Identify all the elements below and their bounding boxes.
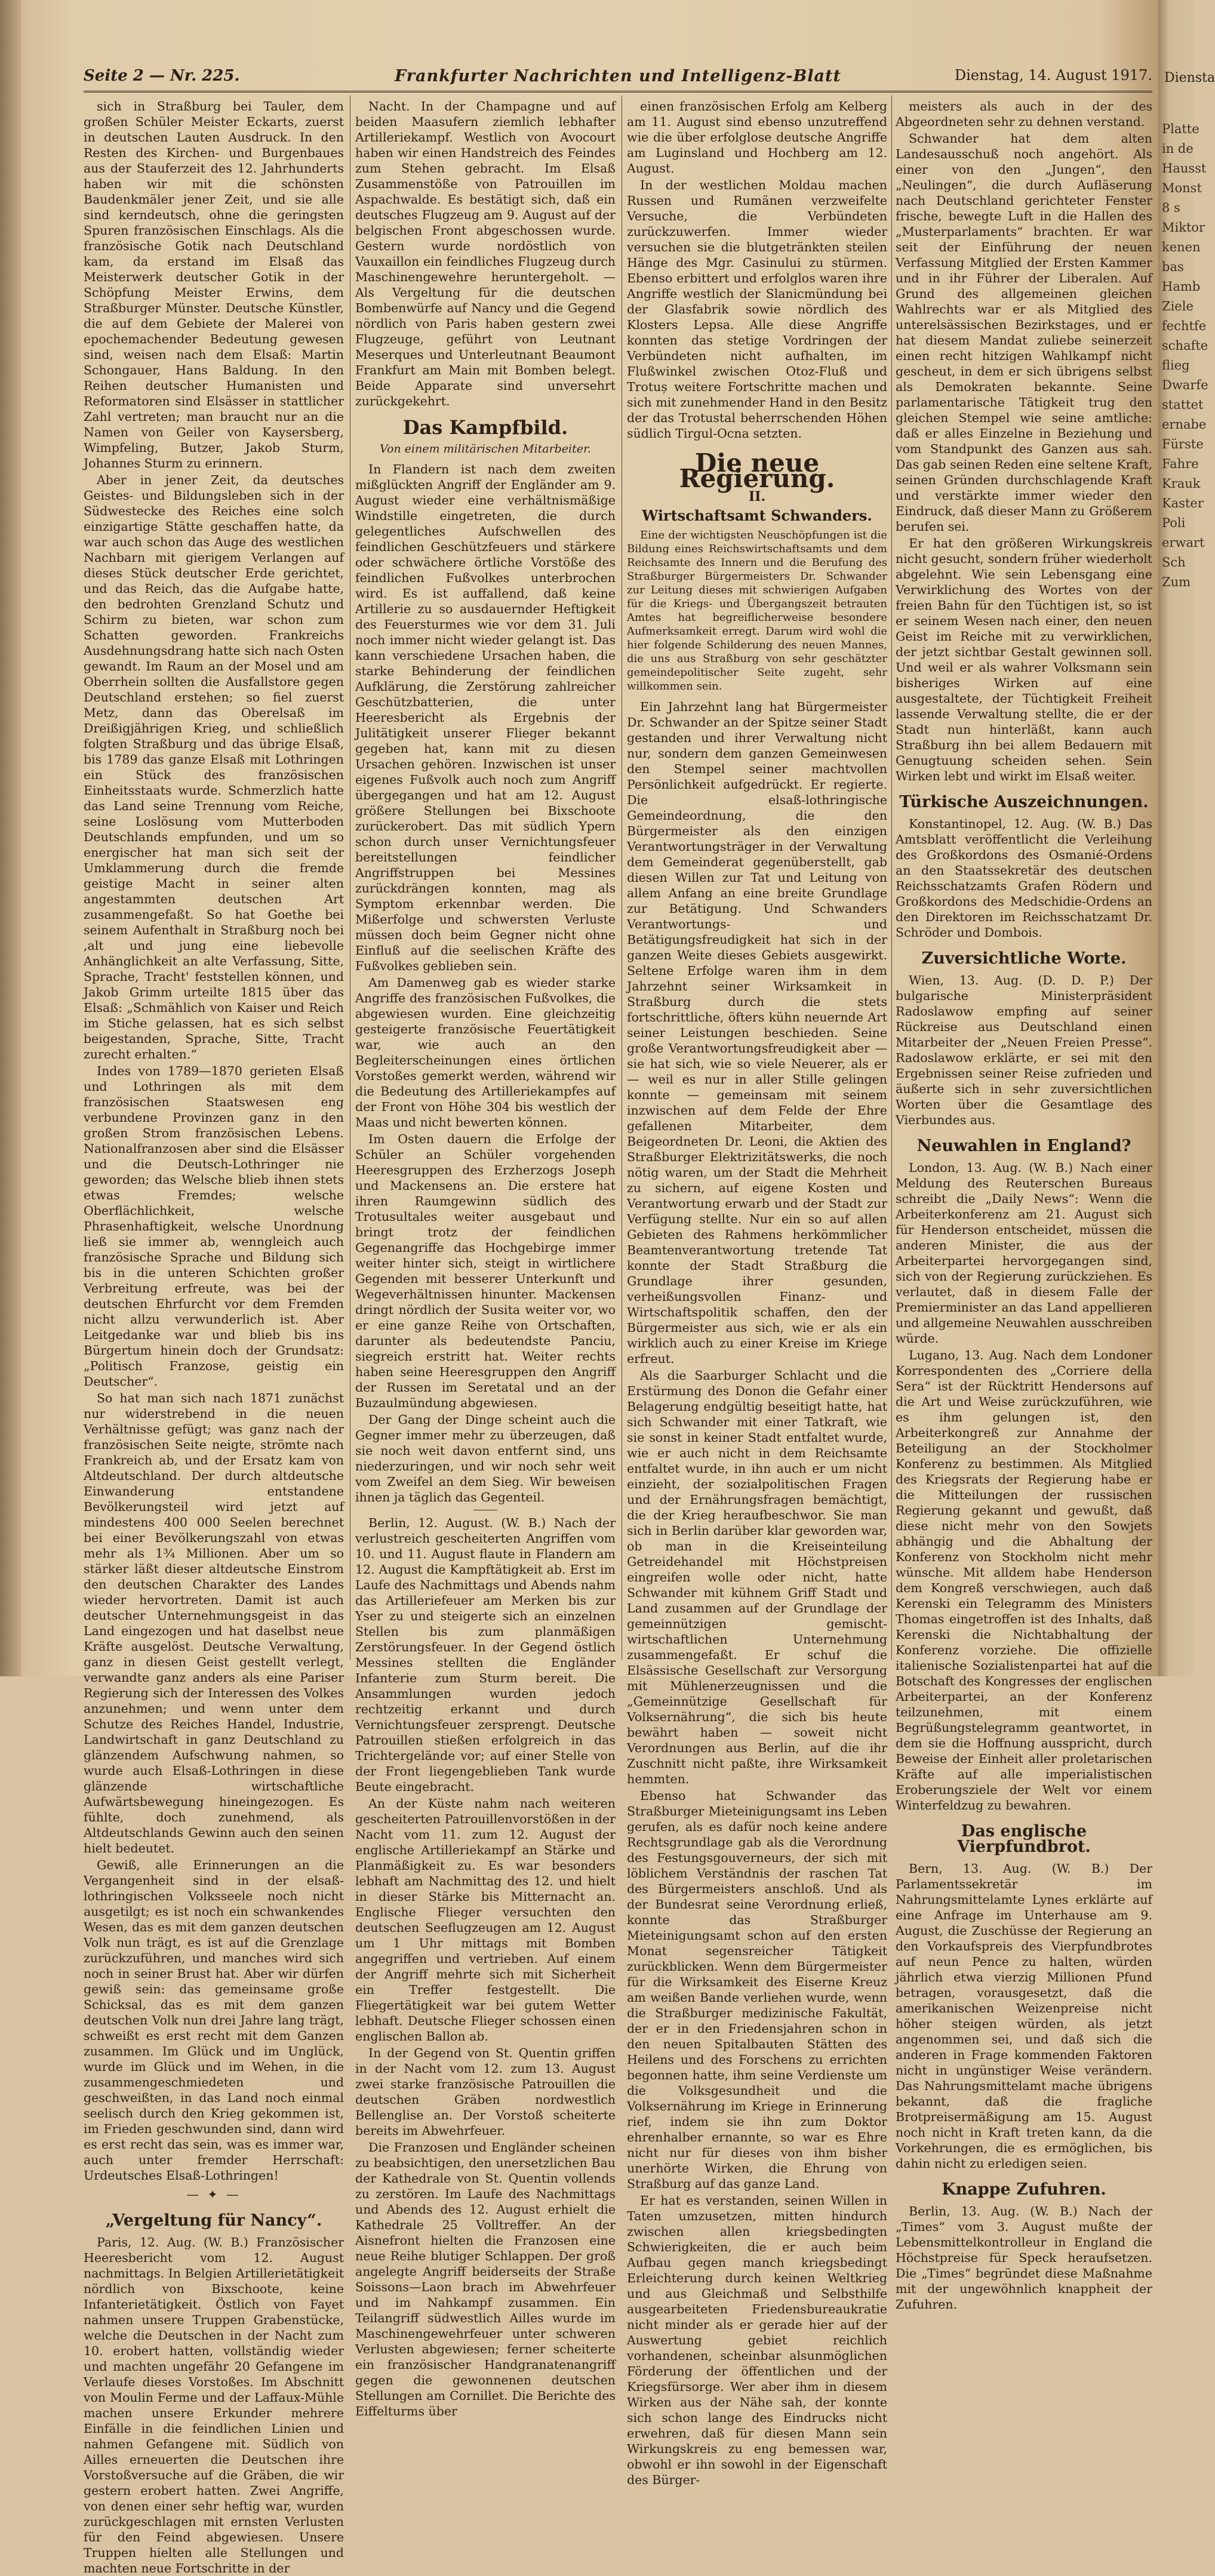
article-paragraph: Die Franzosen und Engländer scheinen zu beabsichtigen, den unersetzlichen Bau der Kathedrale von St. Quentin vollends zu zerstören. Im Laufe des Nachmittags und Abends des 12. August erhielt die Kathedrale 25 Volltreffer. An der Aisnefront hielten die Franzosen eine neue Reihe blutiger Schlappen. Der groß angelegte Angriff beiderseits der Straße Soissons—Laon brach im Abwehrfeuer und im Nahkampf zusammen. Ein Teilangriff südwestlich Ailles wurde im Maschinengewehrfeuer unter schweren Verlusten abgewiesen; ferner scheiterte ein französischer Handgranatenangriff gegen die gewonnenen deutschen Stellungen am Cornillet. Die Berichte des Eiffelturms über xyxy=(355,2140,616,2418)
article-paragraph: In der westlichen Moldau machen Russen und Rumänen verzweifelte Versuche, die Verbündeten zurückzuwerfen. Immer wieder versuchen sie die blutgetränkten steilen Hänge des Mgr. Casinului zu stürmen. Ebenso erbittert und erfolglos waren ihre Angriffe westlich der Slanicmündung bei der Glasfabrik sowie nördlich des Klosters Lepsa. Alle diese Angriffe konnten das stetige Vordringen der Verbündeten nicht aufhalten, im Flußwinkel zwischen Otoz-Fluß und Trotuș weitere Fortschritte machen und sich mit zunehmender Hand in den Besitz der das Trotustal beherrschenden Höhen südlich Tirgul-Ocna setzten. xyxy=(627,178,887,441)
article-paragraph: Der Gang der Dinge scheint auch die Gegner immer mehr zu überzeugen, daß sie noch weit davon entfernt sind, uns niederzuringen, und wir noch sehr weit vom Zweifel an dem Sieg. Wir beweisen ihnen ja täglich das Gegenteil. xyxy=(355,1412,616,1504)
article-paragraph: An der Küste nahm nach weiteren gescheiterten Patrouillenvorstößen in der Nacht vom 11. zum 12. August der englische Artilleriekampf an Stärke und Planmäßigkeit zu. Es war besonders lebhaft am Nachmittag des 12. und hielt in dieser Stärke bis Mitternacht an. Englische Flieger versuchten den deutschen Seeflugzeugen am 12. August um 1 Uhr mittags mit Bomben angegriffen und vertrieben. Auf einem der Angriff mehrte sich mit Sicherheit ein Treffer festgestellt. Die Fliegertätigkeit war bei gutem Wetter lebhaft. Deutsche Flieger schossen einen englischen Ballon ab. xyxy=(355,1796,616,2043)
article-paragraph: Er hat es verstanden, seinen Willen in Taten umzusetzen, mitten hindurch zwischen allen kriegsbedingten Schwierigkeiten, die er auch beim Aufbau gegen manch kriegsbedingt Erleichterung durch keinen Weltkrieg und aus Gleichmaß und Selbsthilfe ausgearbeiteten Friedensbureaukratie nicht minder als er gerade hier auf der Auswertung gebiet reichlich vorhandenen, scheinbar alsunmöglichen Förderung der öffentlichen und der Kriegsfürsorge. Wer aber ihm in diesem Wirken aus der Nähe sah, der konnte sich schon lange des Eindrucks nicht erwehren, daß für diesen Mann sein Wirkungskreis zu eng bemessen war, obwohl er ihn sowohl in der Eigenschaft des Bürger- xyxy=(627,2193,887,2487)
article-paragraph: Wien, 13. Aug. (D. D. P.) Der bulgarische Ministerpräsident Radoslawow empfing auf seiner Rückreise aus Deutschland einen Mitarbeiter der „Neuen Freien Presse“. Radoslawow erklärte, er sei mit den Ergebnissen seiner Reise zufrieden und äußerte sich in sehr zuversichtlichen Worten über die Gesamtlage des Vierbundes aus. xyxy=(896,973,1152,1127)
headline-vierpfundbrot: Das englische Vierpfundbrot. xyxy=(957,1822,1091,1856)
article-paragraph: Er hat den größeren Wirkungskreis nicht gesucht, sondern früher wiederholt abgelehnt. Wie sein Lebensgang eine Verwirklichung des Wortes von der freien Bahn für den Tüchtigen ist, so ist er seinem Wesen nach einer, den neuen Geist im Reiche mit zu verwirklichen, der jetzt sichtbar Gestalt gewinnen soll. Und weil er als wahrer Volksmann sein bisheriges Wirken auf eine ausgestaltete, der Tüchtigkeit Freiheit lassende Verwaltung stellte, die er der Stadt nun hinterläßt, kann auch Straßburg ihn bei allem Bedauern mit Genugtuung scheiden sehen. Sein Wirken lebt und wirkt im Elsaß weiter. xyxy=(896,536,1152,783)
adjacent-page-date: Diensta xyxy=(1164,70,1215,85)
headline-neue-regierung: Die neue Regierung. xyxy=(679,448,835,493)
column-1 xyxy=(84,99,344,2575)
article-paragraph: So hat man sich nach 1871 zunächst nur widerstrebend in die neuen Verhältnisse gefügt; was ganz nach der französischen Seite neigte, strömte nach Frankreich ab, und der Ersatz kam von Altdeutschland. Der durch altdeutsche Einwanderung entstandene Bevölkerungsteil wird jetzt auf mindestens 400 000 Seelen berechnet bei einer Bevölkerungszahl von etwas mehr als 1¾ Millionen. Aber um so stärker läßt dieser altdeutsche Einstrom den deutschen Charakter des Landes wieder hervortreten. Damit ist auch deutscher Unternehmungsgeist in das Land eingezogen und hat daselbst neue Kräfte ausgelöst. Deutsche Verwaltung, ganz in diesen Geist gestellt verlegt, verwandte ganz anders als eine Pariser Regierung sich der Interessen des Volkes anzunehmen; und wenn unter dem Schutze des Reiches Handel, Industrie, Landwirtschaft in ganz Deutschland zu glänzendem Aufschwung nahmen, so wurde auch Elsaß-Lothringen in diese glänzende wirtschaftliche Aufwärtsbewegung hineingezogen. Es fühlte, doch zunehmend, als Altdeutschlands Gewinn auch den seinen hielt bedeutet. xyxy=(84,1391,344,1855)
headline-knappe-zufuhren: Knappe Zufuhren. xyxy=(942,2180,1106,2199)
article-paragraph: London, 13. Aug. (W. B.) Nach einer Meldung des Reuterschen Bureaus schreibt die „Daily News“: Wenn die Arbeiterkonferenz am 21. August sich für Henderson entscheidet, müssen die anderen Minister, die aus der Arbeiterpartei hervorgegangen sind, sich von der Regierung zurückziehen. Es verlautet, daß in diesem Falle der Premierminister an das Land appellieren und allgemeine Neuwahlen ausschreiben würde. xyxy=(896,1161,1152,1346)
header-rule xyxy=(84,91,1152,93)
headline-vergeltung: „Vergeltung für Nancy“. xyxy=(105,2211,322,2230)
adjacent-page-text: Platte in de Hausst Monst 8 s Miktor kenen bas Hamb Ziele fechtfe schafte flieg Dwarfe stattet ernabe Fürste Fahre Krauk Kaster Poli erwart Sch Zum xyxy=(1162,122,1208,589)
article-paragraph: Paris, 12. Aug. (W. B.) Französischer Heeresbericht vom 12. August nachmittags. In Belgien Artillerietätigkeit nördlich von Bixschoote, keine Infanterietätigkeit. Östlich von Fayet nahmen unsere Truppen Grabenstücke, welche die Deutschen in der Nacht zum 10. erobert hatten, vollständig wieder und machten ungefähr 20 Gefangene im Verlaufe dieses Vorstoßes. Im Abschnitt von Moulin Ferme und der Laffaux-Mühle machen unsere Erkunder mehrere Einfälle in die feindlichen Linien und nahmen Gefangene mit. Südlich von Ailles erneuerten die Deutschen ihre Vorstoßversuche auf die Gräben, die wir gestern erobert hatten. Zwei Angriffe, von denen einer sehr heftig war, wurden zurückgeschlagen mit ernsten Verlusten für den Feind abgewiesen. Unsere Truppen hielten alle Stellungen und machten neue Fortschritte in der xyxy=(84,2235,344,2575)
page-number: Seite 2 — Nr. 225. xyxy=(84,67,240,85)
article-paragraph: Ebenso hat Schwander das Straßburger Mieteinigungsamt ins Leben gerufen, als es dafür noch keine andere Rechtsgrundlage gab als die Verordnung des Festungsgouverneurs, der sich mit löblichem Verständnis der raschen Tat des Bürgermeisters anschloß. Und als der Bundesrat seine Verordnung erließ, konnte das Straßburger Mieteinigungsamt schon auf den ersten Monat segensreicher Tätigkeit zurückblicken. Wenn dem Bürgermeister für die Wirksamkeit des Eiserne Kreuz am weißen Bande verliehen wurde, wenn die Straßburger medizinische Fakultät, der er in den Friedensjahren schon in den neuen Spitalbauten Stätten des Heilens und des Forschens zu errichten begonnen hatte, ihm seine Verdienste um die Volksgesundheit und die Volksernährung im Kriege in Erinnerung rief, indem sie ihn zum Doktor ehrenhalber ernannte, so war es Ehre nicht nur für dieses von ihm bisher unerhörte Wirken, die Ehrung von Straßburg auf das ganze Land. xyxy=(627,1789,887,2191)
article-lead: Eine der wichtigsten Neuschöpfungen ist die Bildung eines Reichswirtschaftsamts und dem Reichsamte des Innern und die Berufung des Straßburger Bürgermeisters Dr. Schwander zur Leitung dieses mit schwierigen Aufgaben für die Kriegs- und Übergangszeit betrauten Amtes hat begreiflicherweise besondere Aufmerksamkeit erregt. Darum wird wohl die hier folgende Schilderung des neuen Mannes, die uns aus Straßburg von sehr geschätzter gemeindepolitischer Seite zugeht, sehr willkommen sein. xyxy=(627,529,887,693)
article-paragraph: einen französischen Erfolg am Kelberg am 11. August sind ebenso unzutreffend wie die über erfolglose deutsche Angriffe am Luginsland und Hochberg am 12. August. xyxy=(627,99,887,176)
masthead-title: Frankfurter Nachrichten und Intelligenz-Blatt xyxy=(395,67,841,85)
headline-zuversichtliche-worte: Zuversichtliche Worte. xyxy=(921,949,1127,968)
subheadline-schwanders: Wirtschaftsamt Schwanders. xyxy=(642,507,872,524)
article-paragraph: Bern, 13. Aug. (W. B.) Der Parlamentssekretär im Nahrungsmittelamte Lynes erklärte auf eine Anfrage im Unterhause am 9. August, die Zuschüsse der Regierung an den Vorkaufspreis des Vierpfundbrotes auf neun Pence zu halten, würden jährlich etwa vierzig Millionen Pfund betragen, vorausgesetzt, daß die amerikanischen Weizenpreise nicht höher steigen würden, als jetzt angenommen sei, und daß sich die anderen in Frage kommenden Faktoren nicht in ungünstiger Weise verändern. Das Nahrungsmittelamt mache übrigens bekannt, daß die fragliche Brotpreisermäßigung am 15. August noch nicht in Kraft treten kann, da die Vorkehrungen, die es ermöglichen, bis dahin nicht zu erledigen seien. xyxy=(896,1861,1152,2171)
article-paragraph: sich in Straßburg bei Tauler, dem großen Schüler Meister Eckarts, zuerst in deutschen Lauten Ausdruck. In den Resten des Kirchen- und Burgenbaues aus der Stauferzeit des 12. Jahrhunderts haben wir mit die schönsten Baudenkmäler jener Zeit, und sie alle sind kerndeutsch, ohne die geringsten Spuren französischen Einschlags. Als die französische Gotik nach Deutschland kam, da erstand im Elsaß das Meisterwerk deutscher Gotik in der Schöpfung Meister Erwins, dem Straßburger Münster. Deutsche Künstler, die auf dem Gebiete der Malerei von epochemachender Bedeutung gewesen sind, weisen nach dem Elsaß: Martin Schongauer, Hans Baldung. In den Reihen deutscher Humanisten und Reformatoren sind Elsässer in stattlicher Zahl vertreten; man braucht nur an die Namen von Geiler von Kaysersberg, Wimpfeling, Butzer, Jakob Sturm, Johannes Sturm zu erinnern. xyxy=(84,99,344,470)
article-paragraph: Als die Saarburger Schlacht und die Erstürmung des Donon die Gefahr einer Belagerung endgültig beseitigt hatte, hat sich Schwander mit einer Tatkraft, wie sie sonst in keiner Stadt entfaltet wurde, wie er auch nicht in dem Reichsamte entfaltet wurde, in ihn auch er um nicht einzieht, der sozialpolitischen Fragen und der Ernährungsfragen bemächtigt, die der Krieg heraufbeschwor. Sie man sich in Berlin darüber klar geworden war, ob man in die Kreiseinteilung Getreidehandel mit Höchstpreisen eingreifen wolle oder nicht, hatte Schwander mit kühnem Griff Stadt und Land zusammen auf der Grundlage der gemeinnützigen gemischt-wirtschaftlichen Unternehmung zusammengefaßt. Er schuf die Elsässische Gesellschaft zur Versorgung mit Mühlenerzeugnissen und die „Gemeinnützige Gesellschaft für Volksernährung“, die sich bis heute bewährt haben — soweit nicht Verordnungen aus Berlin, auf die ihr Zuschnitt nicht paßte, ihre Wirksamkeit hemmten. xyxy=(627,1368,887,1786)
column-divider xyxy=(891,96,892,1660)
article-paragraph: Lugano, 13. Aug. Nach dem Londoner Korrespondenten des „Corriere della Sera“ ist der Rücktritt Hendersons auf die Art und Weise zurückzuführen, wie es ihm gelungen ist, den Arbeiterkongreß zur Annahme der Beteiligung an der Stockholmer Konferenz zu bestimmen. Als Mitglied des Kriegsrats der Regierung habe er die Mitteilungen der russischen Regierung gekannt und gewußt, daß diese nicht mehr von den Sowjets abhängig und die Abhaltung der Konferenz von Stockholm nicht mehr wünsche. Mit alldem habe Henderson dem Kongreß verschwiegen, auch daß Kerenski ein Telegramm des Ministers Thomas eingetroffen ist des Inhalts, daß Kerenski die Nichtabhaltung der Konferenz vorziehe. Die offizielle italienische Sozialistenpartei hat auf die Botschaft des Kongresses der englischen Arbeiterpartei, an der Konferenz teilzunehmen, mit einem Begrüßungstelegramm geantwortet, in dem sie die Hoffnung ausspricht, durch Beweise der Einheit aller proletarischen Kräfte auf alle imperialistischen Eroberungsziele der Welt vor einem Winterfeldzug zu bewahren. xyxy=(896,1348,1152,1812)
column-4 xyxy=(896,99,1152,2312)
headline-tuerkische-auszeichnungen: Türkische Auszeichnungen. xyxy=(899,793,1149,811)
article-paragraph: meisters als auch in der des Abgeordneten sehr zu dehnen verstand. xyxy=(896,99,1152,129)
article-paragraph: Indes von 1789—1870 gerieten Elsaß und Lothringen als mit dem französischen Staatswesen eng verbundene Provinzen ganz in den großen Strom französischen Lebens. Nationalfranzosen aber sind die Elsässer und die Deutsch-Lothringer nie geworden; das Welsche blieb ihnen stets etwas Fremdes; welsche Oberflächlichkeit, welsche Phrasenhaftigkeit, welsche Unordnung ließ sie immer ab, wenngleich auch französische Sprache und Bildung sich bis in die unteren Schichten großer Verbreitung erfreute, was bei der deutschen Ehrfurcht vor dem Fremden nicht allzu verwunderlich ist. Aber Leitgedanke war und blieb bis ins Bürgertum hinein doch der Grundsatz: „Politisch Franzose, geistig ein Deutscher“. xyxy=(84,1064,344,1389)
article-paragraph: Gewiß, alle Erinnerungen an die Vergangenheit sind in der elsaß-lothringischen Volksseele noch nicht ausgetilgt; es ist noch ein schwankendes Wesen, das es mit dem ganzen deutschen Volk nun trägt, es ist auf die Grenzlage zurückzuführen, und manches wird sich noch in seiner Brust hat. Aber wir dürfen gewiß sein: das gemeinsame große Schicksal, das es mit dem ganzen deutschen Volk nun drei Jahre lang trägt, schweißt es erst recht mit dem Ganzen zusammen. Im Glück und im Unglück, wurde im Glück und im Wehen, in die zusammengeschmiedeten und geschweißten, in das Land noch einmal seelisch durch den Krieg gekommen ist, im Frieden geschwunden sind, dann wird es erst recht das sein, was es immer war, auch unter fremder Herrschaft: Urdeutsches Elsaß-Lothringen! xyxy=(84,1858,344,2183)
section-number: II. xyxy=(748,489,766,504)
column-2 xyxy=(355,99,616,2418)
article-paragraph: Konstantinopel, 12. Aug. (W. B.) Das Amtsblatt veröffentlicht die Verleihung des Großkordons des Osmanié-Ordens an den Staatssekretär des deutschen Reichsschatzamts Grafen Rödern und Großkordons des Medschidie-Ordens an den Direktoren im Reichsschatzamt Dr. Schröder und Dombois. xyxy=(896,817,1152,940)
article-paragraph: Ein Jahrzehnt lang hat Bürgermeister Dr. Schwander an der Spitze seiner Stadt gestanden und ihrer Verwaltung nicht nur, sondern dem ganzen Gemeinwesen den Stempel seiner machtvollen Persönlichkeit aufgedrückt. Er regierte. Die elsaß-lothringische Gemeindeordnung, die den Bürgermeister als den einzigen Verantwortungsträger in der Verwaltung dem Gemeinderat gegenüberstellt, gab diesen Willen zur Tat und Leitung von allem Anfang an eine breite Grundlage zur Betätigung. Und Schwanders Verantwortungs- und Betätigungsfreudigkeit hat sich in der ganzen Weite dieses Gebiets ausgewirkt. Seltene Erfolge waren ihm in dem Jahrzehnt seiner Wirksamkeit in Straßburg durch die stets fortschrittliche, öfters kühn neuernde Art seiner Leistungen beschieden. Seine große Verantwortungsfreudigkeit aber — sie hat sich, wie so viele Neuerer, als er — weil es nur in aller Stille gelingen konnte — gemeinsam mit seinem inzwischen auf dem Felde der Ehre gefallenen Mitarbeiter, dem Beigeordneten Dr. Leoni, die Aktien des Straßburger Elektrizitätswerks, die noch nötig waren, um der Stadt die Mehrheit zu sichern, auf eigene Kosten und Verantwortung erwarb und der Stadt zur Verfügung stellte. Nur ein so auf allen Gebieten des Rahmens herkömmlicher Beamtenverantwortung tretende Tat konnte der Stadt Straßburg die Grundlage ihrer gesunden, verheißungsvollen Finanz- und Wirtschaftspolitik schaffen, den der Bürgermeister aus sich, wie er als ein wirklich auch zu einer Kreise im Kriege erfreut. xyxy=(627,700,887,1366)
issue-date: Dienstag, 14. August 1917. xyxy=(954,67,1152,84)
article-paragraph: Schwander hat dem alten Landesausschuß noch angehört. Als einer von den „Jungen“, den „Neulingen“, die durch Aufläserung nach Deutschland gerichteter Fenster frische, bewegte Luft in die Hallen des „Musterparlaments“ brachten. Er war seit der Einführung der neuen Verfassung Mitglied der Ersten Kammer und in ihr Führer der Liberalen. Auf Grund des allgemeinen gleichen Wahlrechts war er als Mitglied des unterelsässischen Bezirkstages, und er hat diesem Mandat zuliebe seinerzeit einen recht hitzigen Wahlkampf nicht gescheut, in dem er sich übrigens selbst als Demokraten bekannte. Seine parlamentarische Tätigkeit trug den gleichen Stempel wie seine amtliche: daß er alles Einzelne in Beziehung und vom Standpunkt des Ganzen aus sah. Das gab seinen Reden eine seltene Kraft, seinen Gründen durchschlagende Kraft und verstärkte immer wieder den Eindruck, daß dieser Mann zu Größerem berufen sei. xyxy=(896,131,1152,534)
headline-kampfbild: Das Kampfbild. xyxy=(402,416,568,439)
article-paragraph: In der Gegend von St. Quentin griffen in der Nacht vom 12. zum 13. August zwei starke französische Patrouillen die deutschen Gräben nordwestlich Bellenglise an. Der Vorstoß scheiterte bereits im Abwehrfeuer. xyxy=(355,2046,616,2138)
page-header xyxy=(84,67,1152,92)
article-paragraph: Nacht. In der Champagne und auf beiden Maasufern ziemlich lebhafter Artilleriekampf. Westlich von Avocourt haben wir einen Handstreich des Feindes zum Stehen gebracht. Im Elsaß Zusammenstöße von Patrouillen im Aspachwalde. Es bestätigt sich, daß ein deutsches Flugzeug am 9. August auf der belgischen Front abgeschossen wurde. Gestern wurde nordöstlich von Vauxaillon ein feindliches Flugzeug durch Maschinengewehre heruntergeholt. — Als Vergeltung für die deutschen Bombenwürfe auf Nancy und die Gegend nördlich von Paris haben gestern zwei Flugzeuge, geführt von Leutnant Meserques und Unterleutnant Beaumont Frankfurt am Main mit Bomben belegt. Beide Apparate sind unversehrt zurückgekehrt. xyxy=(355,99,616,408)
book-binding-shadow xyxy=(0,0,21,1676)
headline-neuwahlen-england: Neuwahlen in England? xyxy=(916,1137,1131,1155)
article-paragraph: Berlin, 13. Aug. (W. B.) Nach der „Times“ vom 3. August mußte der Lebensmittelkontrolleur in England die Höchstpreise für Speck heraufsetzen. Die „Times“ begründet diese Maßnahme mit der ungewöhnlich knappheit der Zufuhren. xyxy=(896,2204,1152,2312)
column-3 xyxy=(627,99,887,2487)
article-paragraph: In Flandern ist nach dem zweiten mißglückten Angriff der Engländer am 9. August wieder eine verhältnismäßige Windstille eingetreten, die durch gelegentliches Aufschwellen des feindlichen Geschützfeuers und stärkere oder schwächere örtliche Vorstöße des feindlichen Fußvolkes unterbrochen wird. Es ist auffallend, daß keine Artillerie zu so ausdauernder Heftigkeit des Feuersturmes wie vor dem 31. Juli noch immer nicht wieder gelangt ist. Das kann verschiedene Ursachen haben, die starke Behinderung der feindlichen Aufklärung, die Zerstörung zahlreicher Geschützbatterien, die unter Heeresbericht als Ergebnis der Julitätigkeit unserer Flieger bekannt gegeben hat, kann mit zu diesen Ursachen gehören. Inzwischen ist unser eigenes Fußvolk auch noch zum Angriff übergegangen und hat am 12. August größere Stellungen bei Bixschoote zurückerobert. Das mit südlich Ypern schon durch unser Vernichtungsfeuer bereitstellungen feindlicher Angriffstruppen bei Messines zurückdrängen konnten, mag als Symptom erkennbar werden. Die Mißerfolge und schwersten Verluste müssen doch beim Gegner nicht ohne Einfluß auf die seelischen Kräfte des Fußvolkes geblieben sein. xyxy=(355,462,616,973)
article-paragraph: Aber in jener Zeit, da deutsches Geistes- und Bildungsleben sich in der Südwestecke des Reiches eine solch einzigartige Stätte geschaffen hatte, da war auch schon das Auge des westlichen Nachbarn mit gierigem Verlangen auf dieses Stück deutscher Erde gerichtet, und das Reich, das die Aufgabe hatte, den bedrohten Grenzland Schutz und Schirm zu bieten, war schon zum Schatten geworden. Frankreichs Ausdehnungsdrang hatte sich nach Osten gewandt. Im Raum an der Mosel und am Oberrhein sollten die Ausfallstore gegen Deutschland erstehen; so fiel zuerst Metz, dann das Oberelsaß im Dreißigjährigen Krieg, und schließlich folgten Straßburg und das übrige Elsaß, bis 1789 das ganze Elsaß mit Lothringen ein Stück des französischen Einheitsstaats wurde. Schmerzlich hatte das Land seine Trennung vom Reiche, seine Loslösung vom Mutterboden Deutschlands empfunden, und um so energischer hat man sich seit der Umklammerung durch die fremde geistige Macht in seiner alten angestammten deutschen Art zusammengefaßt. So hat Goethe bei seinem Aufenthalt in Straßburg noch bei ,alt und jung eine liebevolle Anhänglichkeit an alte Verfassung, Sitte, Sprache, Tracht' feststellen können, und Jakob Grimm urteilte 1815 über das Elsaß: „Schmählich von Kaiser und Reich im Stiche gelassen, hat es sich selbst beigestanden, Sprache, Sitte, Tracht zurecht erhalten.“ xyxy=(84,473,344,1061)
adjacent-page-edge xyxy=(1158,0,1215,1676)
byline: Von einem militärischen Mitarbeiter. xyxy=(379,442,592,456)
ornament-divider: — ✦ — xyxy=(186,2187,241,2202)
article-paragraph: Berlin, 12. August. (W. B.) Nach der verlustreich gescheiterten Angriffen vom 10. und 11. August flaute in Flandern am 12. August die Kampftätigkeit ab. Erst im Laufe des Nachmittags und Abends nahm das Artilleriefeuer am Merken bis zur Yser zu und steigerte sich an einzelnen Stellen bis zum planmäßigen Zerstörungsfeuer. In der Gegend östlich Messines stellten die Engländer Infanterie zum Sturm bereit. Die Ansammlungen wurden jedoch rechtzeitig erkannt und durch Vernichtungsfeuer zersprengt. Deutsche Patrouillen stießen erfolgreich in das Trichtergelände vor; auf einer Stelle von der Front liegengeblieben Tank wurde Beute eingebracht. xyxy=(355,1516,616,1794)
article-paragraph: Am Damenweg gab es wieder starke Angriffe des französischen Fußvolkes, die abgewiesen wurden. Eine gleichzeitig gesteigerte französische Feuertätigkeit war, wie auch an den Begleiterscheinungen eines örtlichen Vorstoßes gemerkt werden, während wir die Bedeutung des Artilleriekampfes auf der Front von Höhe 304 bis westlich der Maas und nicht bewerten können. xyxy=(355,975,616,1129)
article-paragraph: Im Osten dauern die Erfolge der Schüler an Schüler vorgehenden Heeresgruppen des Erzherzogs Joseph und Mackensens an. Die erstere hat ihren Raumgewinn südlich des Trotusultales weiter ausgebaut und bringt trotz der feindlichen Gegenangriffe das Hochgebirge immer weiter hinter sich, steigt in wirtlichere Gegenden mit besserer Unterkunft und Wegeverhältnissen hinunter. Mackensen dringt nördlich der Susita weiter vor, wo er eine ganze Reihe von Ortschaften, darunter als bedeutendste Panciu, siegreich erstritt hat. Weiter rechts haben seine Heeresgruppen den Angriff der Russen im Seretatal und an der Buzaulmündung abgewiesen. xyxy=(355,1132,616,1410)
